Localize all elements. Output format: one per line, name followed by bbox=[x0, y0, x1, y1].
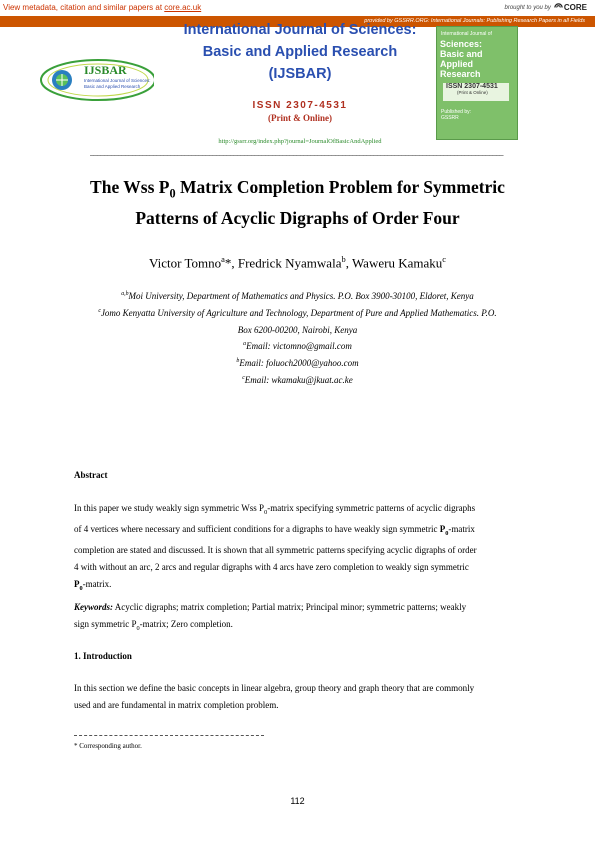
provider-text[interactable]: provided by GSSRR.ORG: International Journals: Publishing Research Papers in all Fields bbox=[364, 18, 585, 24]
core-logo-icon bbox=[554, 3, 563, 12]
journal-print-online: (Print & Online) bbox=[268, 113, 332, 123]
abstract-line-4: 4 with without an arc, 2 arcs and regular digraphs with 4 arcs have zero completion to weakly sign symmetric bbox=[74, 561, 469, 572]
core-metadata-link[interactable] bbox=[3, 3, 201, 12]
abstract-l5-bold: P bbox=[74, 578, 80, 589]
logo-subtitle-2: Basic and Applied Research bbox=[84, 84, 141, 89]
cover-issn: ISSN 2307-4531 bbox=[446, 83, 498, 90]
title-sub: 0 bbox=[169, 186, 176, 201]
email-2-sup: b bbox=[236, 358, 240, 364]
affiliation-2-sup: c bbox=[98, 308, 101, 314]
keywords bbox=[74, 599, 522, 637]
journal-url[interactable]: http://gssrr.org/index.php?journal=JournalOfBasicAndApplied bbox=[218, 138, 382, 145]
author-3-sup: c bbox=[442, 254, 446, 264]
introduction-heading: 1. Introduction bbox=[74, 651, 132, 661]
author-1: Victor Tomno bbox=[149, 255, 222, 271]
abstract-line-5 bbox=[74, 576, 522, 597]
page-number: 112 bbox=[290, 796, 305, 806]
abstract-heading: Abstract bbox=[74, 470, 108, 480]
cover-publisher bbox=[441, 109, 471, 121]
keywords-l2-a: sign symmetric P bbox=[74, 619, 137, 629]
affiliation-2 bbox=[40, 308, 555, 318]
keywords-l2-b: -matrix; Zero completion. bbox=[139, 619, 233, 629]
logo-subtitle-1: International Journal of Sciences: bbox=[84, 78, 151, 83]
cover-top-text: International Journal of bbox=[441, 31, 492, 37]
abstract-l2-a: of 4 vertices where necessary and sufficient conditions for a digraphs to have weakly sign symmetric bbox=[74, 523, 440, 534]
affiliation-3: Box 6200-00200, Nairobi, Kenya bbox=[237, 325, 358, 335]
corresponding-author-footnote: * Corresponding author. bbox=[74, 742, 142, 750]
abstract-line-3: completion are stated and discussed. It is shown that all symmetric patterns specifying acyclic digraphs of order bbox=[74, 544, 477, 555]
footnote-rule bbox=[74, 735, 264, 736]
core-logo-text: CORE bbox=[563, 3, 587, 12]
logo-name: IJSBAR bbox=[84, 63, 127, 77]
affiliation-1 bbox=[40, 291, 555, 301]
author-1-sup: a bbox=[221, 254, 225, 264]
abstract-l2-bold: P bbox=[439, 523, 446, 534]
introduction-body bbox=[74, 680, 522, 714]
keywords-line-1 bbox=[74, 599, 522, 616]
abstract-l5-b: -matrix. bbox=[82, 578, 112, 589]
author-2: Fredrick Nyamwala bbox=[237, 255, 342, 271]
journal-title-line-2: Basic and Applied Research bbox=[202, 44, 398, 60]
abstract-line-2 bbox=[74, 521, 522, 542]
keywords-l1: Acyclic digraphs; matrix completion; Partial matrix; Principal minor; symmetric patterns; weakly bbox=[113, 602, 467, 612]
journal-cover bbox=[436, 26, 518, 140]
intro-line-2: used and are fundamental in matrix completion problem. bbox=[74, 700, 279, 710]
journal-title-line-1: International Journal of Sciences: bbox=[183, 22, 417, 38]
email-1[interactable] bbox=[40, 341, 555, 351]
title-post: Matrix Completion Problem for Symmetric bbox=[175, 177, 505, 197]
journal-title-line-3: (IJSBAR) bbox=[268, 66, 332, 82]
affiliation-1-text: Moi University, Department of Mathematics and Physics. P.O. Box 3900-30100, Eldoret, Kenya bbox=[128, 291, 474, 301]
abstract-l2-sub: 0 bbox=[445, 529, 449, 537]
core-brought-text: brought to you by bbox=[504, 4, 551, 11]
keywords-label: Keywords: bbox=[74, 602, 113, 612]
keywords-l2-sub: 0 bbox=[136, 624, 140, 632]
core-brand[interactable] bbox=[505, 3, 588, 12]
cover-publisher-label: Published by: bbox=[441, 109, 472, 115]
abstract-l5-sub: 0 bbox=[79, 584, 83, 592]
core-logo[interactable] bbox=[554, 3, 587, 12]
authors bbox=[40, 254, 555, 271]
abstract-l1-sub: 0 bbox=[264, 508, 268, 516]
abstract-line-1 bbox=[74, 500, 522, 521]
header-divider: –––––––––––––––––––––––––––––––––––––––––––––––––––––––––––––––––––––––––––––––––––––––––––––––––––––––––––––––––––––– bbox=[90, 152, 503, 158]
journal-issn: ISSN 2307-4531 bbox=[252, 100, 348, 111]
title-pre: The Wss P bbox=[90, 177, 170, 197]
author-1-mark: *, bbox=[224, 255, 238, 271]
cover-title bbox=[440, 39, 517, 79]
abstract-l1-a: In this paper we study weakly sign symmetric Wss P bbox=[74, 503, 265, 513]
paper-title-line-1 bbox=[40, 177, 555, 202]
ijsbar-logo bbox=[38, 58, 154, 102]
email-2[interactable] bbox=[40, 358, 555, 368]
cover-title-3: Research bbox=[440, 69, 481, 79]
keywords-line-2 bbox=[74, 616, 522, 637]
affiliation-1-sup: a,b bbox=[121, 291, 129, 297]
affiliation-2-text: Jomo Kenyatta University of Agriculture and Technology, Department of Pure and Applied Mathematics. P.O. bbox=[100, 308, 497, 318]
email-1-text: Email: victomno@gmail.com bbox=[246, 341, 352, 351]
cover-title-1: Sciences: bbox=[440, 39, 483, 49]
email-3[interactable] bbox=[40, 375, 555, 385]
cover-title-2: Basic and Applied bbox=[440, 49, 483, 69]
abstract-l2-b: -matrix bbox=[448, 523, 475, 534]
cover-print: (Print & Online) bbox=[457, 90, 488, 95]
email-3-sup: c bbox=[242, 375, 245, 381]
author-sep: , bbox=[345, 255, 352, 271]
email-3-text: Email: wkamaku@jkuat.ac.ke bbox=[244, 375, 353, 385]
cover-publisher-name: GSSRR bbox=[441, 115, 459, 121]
abstract-body bbox=[74, 500, 522, 596]
author-3: Waweru Kamaku bbox=[351, 255, 443, 271]
abstract-l1-b: -matrix specifying symmetric patterns of acyclic digraphs bbox=[267, 503, 476, 513]
intro-line-1: In this section we define the basic concepts in linear algebra, group theory and graph theory that are commonly bbox=[74, 683, 475, 693]
core-metadata-text: View metadata, citation and similar papers at bbox=[3, 3, 165, 12]
email-1-sup: a bbox=[243, 341, 247, 347]
paper-title-line-2: Patterns of Acyclic Digraphs of Order Four bbox=[135, 208, 460, 228]
email-2-text: Email: foluoch2000@yahoo.com bbox=[239, 358, 359, 368]
author-2-sup: b bbox=[341, 254, 346, 264]
core-ac-uk-link[interactable]: core.ac.uk bbox=[164, 3, 202, 12]
cover-issn-box bbox=[443, 83, 509, 101]
